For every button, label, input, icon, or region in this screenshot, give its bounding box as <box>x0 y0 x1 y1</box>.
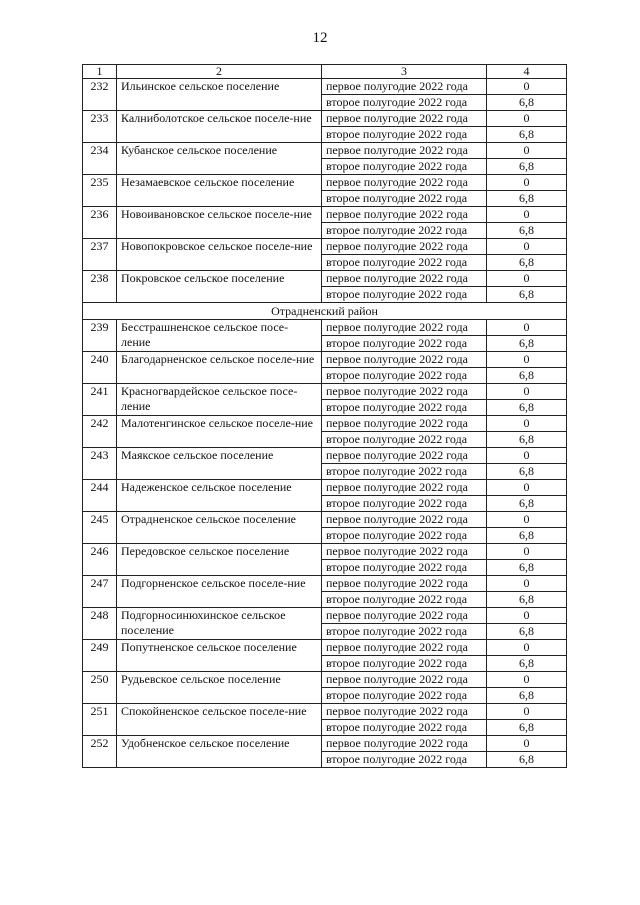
settlement-name: Отрадненское сельское поселение <box>117 512 322 544</box>
value-cell: 6,8 <box>487 528 567 544</box>
row-number: 234 <box>83 143 117 175</box>
period-label: первое полугодие 2022 года <box>322 448 487 464</box>
tariff-table <box>82 64 567 768</box>
value-cell: 6,8 <box>487 336 567 352</box>
period-label: второе полугодие 2022 года <box>322 720 487 736</box>
period-label: второе полугодие 2022 года <box>322 752 487 768</box>
value-cell: 6,8 <box>487 752 567 768</box>
period-label: первое полугодие 2022 года <box>322 111 487 127</box>
row-number: 241 <box>83 384 117 416</box>
value-cell: 0 <box>487 416 567 432</box>
table-row <box>83 480 567 496</box>
period-label: второе полугодие 2022 года <box>322 400 487 416</box>
row-number: 248 <box>83 608 117 640</box>
value-cell: 0 <box>487 143 567 159</box>
value-cell: 6,8 <box>487 688 567 704</box>
row-number: 246 <box>83 544 117 576</box>
row-number: 238 <box>83 271 117 303</box>
value-cell: 6,8 <box>487 592 567 608</box>
value-cell: 6,8 <box>487 400 567 416</box>
column-number-header <box>83 65 567 79</box>
row-number: 252 <box>83 736 117 768</box>
settlement-name: Ильинское сельское поселение <box>117 79 322 111</box>
period-label: первое полугодие 2022 года <box>322 608 487 624</box>
value-cell: 6,8 <box>487 624 567 640</box>
settlement-name: Маякское сельское поселение <box>117 448 322 480</box>
table-row <box>83 352 567 368</box>
value-cell: 0 <box>487 512 567 528</box>
settlement-name: Новопокровское сельское поселе-ние <box>117 239 322 271</box>
period-label: второе полугодие 2022 года <box>322 464 487 480</box>
settlement-name: Новоивановское сельское поселе-ние <box>117 207 322 239</box>
row-number: 251 <box>83 704 117 736</box>
column-number-1: 1 <box>83 65 117 79</box>
period-label: второе полугодие 2022 года <box>322 528 487 544</box>
table-row <box>83 79 567 95</box>
table-row <box>83 239 567 255</box>
settlement-name: Незамаевское сельское поселение <box>117 175 322 207</box>
settlement-name: Попутненское сельское поселение <box>117 640 322 672</box>
table-row <box>83 111 567 127</box>
settlement-name: Малотенгинское сельское поселе-ние <box>117 416 322 448</box>
table-row <box>83 143 567 159</box>
period-label: первое полугодие 2022 года <box>322 175 487 191</box>
settlement-name: Спокойненское сельское поселе-ние <box>117 704 322 736</box>
period-label: второе полугодие 2022 года <box>322 255 487 271</box>
period-label: второе полугодие 2022 года <box>322 560 487 576</box>
value-cell: 6,8 <box>487 656 567 672</box>
period-label: второе полугодие 2022 года <box>322 592 487 608</box>
settlement-name: Кубанское сельское поселение <box>117 143 322 175</box>
period-label: второе полугодие 2022 года <box>322 368 487 384</box>
value-cell: 6,8 <box>487 720 567 736</box>
period-label: первое полугодие 2022 года <box>322 320 487 336</box>
row-number: 239 <box>83 320 117 352</box>
table-row <box>83 736 567 752</box>
value-cell: 6,8 <box>487 287 567 303</box>
value-cell: 6,8 <box>487 432 567 448</box>
period-label: первое полугодие 2022 года <box>322 271 487 287</box>
row-number: 233 <box>83 111 117 143</box>
period-label: первое полугодие 2022 года <box>322 352 487 368</box>
table-row <box>83 207 567 223</box>
settlement-name: Надеженское сельское поселение <box>117 480 322 512</box>
period-label: второе полугодие 2022 года <box>322 336 487 352</box>
value-cell: 6,8 <box>487 496 567 512</box>
settlement-name: Благодарненское сельское поселе-ние <box>117 352 322 384</box>
row-number: 243 <box>83 448 117 480</box>
period-label: первое полугодие 2022 года <box>322 704 487 720</box>
settlement-name: Красногвардейское сельское посе-ление <box>117 384 322 416</box>
period-label: первое полугодие 2022 года <box>322 640 487 656</box>
period-label: второе полугодие 2022 года <box>322 624 487 640</box>
period-label: первое полугодие 2022 года <box>322 672 487 688</box>
settlement-name: Удобненское сельское поселение <box>117 736 322 768</box>
value-cell: 6,8 <box>487 191 567 207</box>
district-title: Отрадненский район <box>83 303 567 320</box>
period-label: второе полугодие 2022 года <box>322 496 487 512</box>
settlement-name: Покровское сельское поселение <box>117 271 322 303</box>
row-number: 245 <box>83 512 117 544</box>
column-number-4: 4 <box>487 65 567 79</box>
value-cell: 6,8 <box>487 95 567 111</box>
period-label: второе полугодие 2022 года <box>322 432 487 448</box>
row-number: 236 <box>83 207 117 239</box>
value-cell: 0 <box>487 672 567 688</box>
column-number-3: 3 <box>322 65 487 79</box>
table-row <box>83 512 567 528</box>
row-number: 235 <box>83 175 117 207</box>
value-cell: 0 <box>487 175 567 191</box>
period-label: первое полугодие 2022 года <box>322 384 487 400</box>
period-label: второе полугодие 2022 года <box>322 223 487 239</box>
value-cell: 0 <box>487 320 567 336</box>
settlement-name: Передовское сельское поселение <box>117 544 322 576</box>
period-label: второе полугодие 2022 года <box>322 127 487 143</box>
row-number: 250 <box>83 672 117 704</box>
value-cell: 0 <box>487 608 567 624</box>
row-number: 237 <box>83 239 117 271</box>
period-label: второе полугодие 2022 года <box>322 159 487 175</box>
table-row <box>83 640 567 656</box>
value-cell: 0 <box>487 736 567 752</box>
value-cell: 6,8 <box>487 368 567 384</box>
value-cell: 0 <box>487 384 567 400</box>
period-label: первое полугодие 2022 года <box>322 576 487 592</box>
value-cell: 6,8 <box>487 255 567 271</box>
row-number: 247 <box>83 576 117 608</box>
value-cell: 0 <box>487 640 567 656</box>
period-label: второе полугодие 2022 года <box>322 191 487 207</box>
period-label: первое полугодие 2022 года <box>322 79 487 95</box>
period-label: первое полугодие 2022 года <box>322 416 487 432</box>
table-row <box>83 175 567 191</box>
row-number: 249 <box>83 640 117 672</box>
table-row <box>83 271 567 287</box>
value-cell: 6,8 <box>487 464 567 480</box>
period-label: первое полугодие 2022 года <box>322 544 487 560</box>
value-cell: 0 <box>487 239 567 255</box>
row-number: 244 <box>83 480 117 512</box>
table-row <box>83 416 567 432</box>
row-number: 232 <box>83 79 117 111</box>
period-label: первое полугодие 2022 года <box>322 207 487 223</box>
value-cell: 6,8 <box>487 159 567 175</box>
row-number: 242 <box>83 416 117 448</box>
table-row <box>83 704 567 720</box>
value-cell: 0 <box>487 448 567 464</box>
table-row <box>83 384 567 400</box>
settlement-name: Бесстрашненское сельское посе-ление <box>117 320 322 352</box>
period-label: первое полугодие 2022 года <box>322 480 487 496</box>
settlement-name: Подгорненское сельское поселе-ние <box>117 576 322 608</box>
value-cell: 0 <box>487 271 567 287</box>
settlement-name: Подгорносинюхинское сельское поселение <box>117 608 322 640</box>
period-label: второе полугодие 2022 года <box>322 688 487 704</box>
period-label: второе полугодие 2022 года <box>322 287 487 303</box>
period-label: первое полугодие 2022 года <box>322 143 487 159</box>
period-label: второе полугодие 2022 года <box>322 95 487 111</box>
table-row <box>83 320 567 336</box>
column-number-2: 2 <box>117 65 322 79</box>
period-label: первое полугодие 2022 года <box>322 239 487 255</box>
period-label: первое полугодие 2022 года <box>322 512 487 528</box>
settlement-name: Рудьевское сельское поселение <box>117 672 322 704</box>
period-label: второе полугодие 2022 года <box>322 656 487 672</box>
value-cell: 0 <box>487 79 567 95</box>
page-number: 12 <box>312 30 328 46</box>
table-row <box>83 448 567 464</box>
value-cell: 0 <box>487 480 567 496</box>
value-cell: 6,8 <box>487 223 567 239</box>
value-cell: 0 <box>487 576 567 592</box>
table-row <box>83 608 567 624</box>
table-row <box>83 672 567 688</box>
value-cell: 0 <box>487 207 567 223</box>
settlement-name: Калниболотское сельское поселе-ние <box>117 111 322 143</box>
value-cell: 0 <box>487 544 567 560</box>
table-row <box>83 576 567 592</box>
value-cell: 0 <box>487 352 567 368</box>
value-cell: 6,8 <box>487 560 567 576</box>
table-row <box>83 544 567 560</box>
period-label: первое полугодие 2022 года <box>322 736 487 752</box>
value-cell: 0 <box>487 704 567 720</box>
value-cell: 0 <box>487 111 567 127</box>
row-number: 240 <box>83 352 117 384</box>
district-row <box>83 303 567 320</box>
value-cell: 6,8 <box>487 127 567 143</box>
